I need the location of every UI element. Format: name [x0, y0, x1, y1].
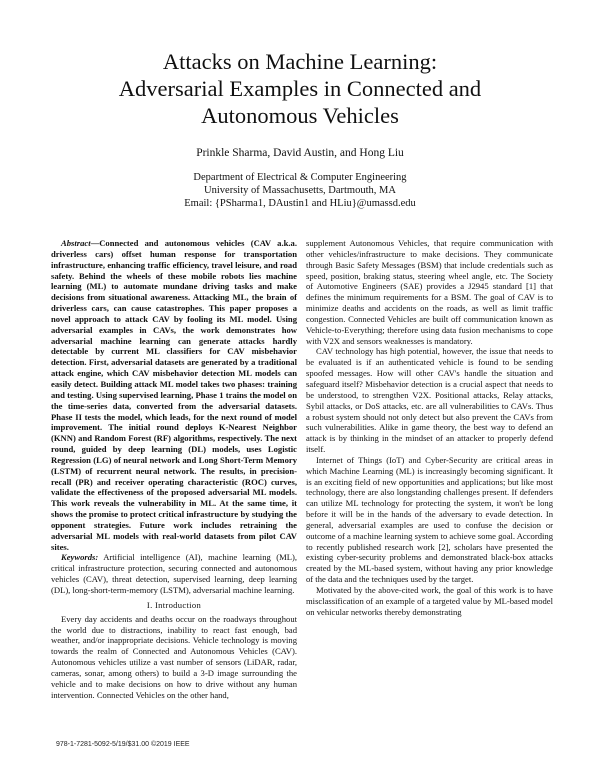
- department: Department of Electrical & Computer Engineering: [193, 172, 407, 183]
- university: University of Massachusetts, Dartmouth, MA: [204, 185, 396, 196]
- keywords-paragraph: [51, 552, 297, 595]
- intro-paragraph-1: Every day accidents and deaths occur on the roadways throughout the world due to distractions, inability to react fast enough, bad weather, and/or inappropriate decisions. Vehicle technology is moving towards the realm of Connected and Autonomous Vehicles (CAV). Autonomous vehicles utilize a vast number of sensors (LiDAR, radar, cameras, sonar, among others) to build a 3-D image surrounding the vehicle and to make decisions on how to drive without any human intervention. Connected Vehicles on the other hand,: [51, 613, 297, 700]
- abstract-paragraph: [51, 238, 297, 552]
- affiliation: [0, 171, 600, 210]
- title-line-2: Adversarial Examples in Connected and: [118, 76, 482, 101]
- right-column: [306, 238, 553, 618]
- left-column: [51, 238, 297, 700]
- abstract-text: —Connected and autonomous vehicles (CAV a.k.a. driverless cars) offset human response for transportation infrastructure, enhancing traffic efficiency, travel leisure, and road safety. Behind the wheels of these mobile robots lies machine learning (ML) to automate mundane driving tasks and make decisions from situational awareness. Attacking ML, the brain of driverless cars, can cause catastrophes. This paper proposes a novel approach to attack CAV by fooling its ML model. Using adversarial examples in CAVs, the work demonstrates how adversarial machine learning can generate attacks hardly detectable by current ML classifiers for CAV misbehavior detection. First, adversarial datasets are generated by a traditional attack engine, which CAV misbehavior detection ML models can easily detect. Building attack ML model takes two phases: training and testing. Using supervised learning, Phase 1 trains the model on the time-series data, converted from the adversarial datasets. Phase II tests the model, which leads, for the next round of model improvement. The initial round deploys K-Nearest Neighbor (KNN) and Random Forest (RF) algorithms, respectively. The next round, guided by deep learning (DL) models, uses Logistic Regression (LG) of neural network and Long Short-Term Memory (LSTM) of recurrent neural network. The results, in precision-recall (PR) and receiver operating characteristic (ROC) curves, validate the effectiveness of the proposed adversarial ML models. This work reveals the vulnerability in ML. At the same time, it shows the promise to protect critical infrastructure by studying the opponent strategies. Future work includes retraining the adversarial ML models with real-world datasets from pilot CAV sites.: [51, 238, 297, 552]
- keywords-label: Keywords:: [61, 552, 99, 563]
- body-paragraph-1: supplement Autonomous Vehicles, that require communication with other vehicles/infrastructure to make decisions. They communicate through Basic Safety Messages (BSM) that include credentials such as speed, position, braking status, steering wheel angle, etc. The Society of Automotive Engineers (SAE) provides a J2945 standard [1] that defines the minimum requirements for a BSM. The goal of CAV is to minimize deaths and accidents on the roads, as well as limit traffic congestion. Connected Vehicles are built off communication known as Vehicle-to-Everything; therefore using data fusion mechanisms to cope with V2X and sensors weaknesses is mandatory.: [306, 238, 553, 346]
- email-line: Email: {PSharma1, DAustin1 and HLiu}@umassd.edu: [184, 198, 416, 209]
- body-paragraph-2: CAV technology has high potential, however, the issue that needs to be evaluated is if an authenticated vehicle is found to be sending spoofed messages. How will other CAV's handle the situation and safeguard itself? Misbehavior detection is a crucial aspect that needs to be understood, to strengthen V2X. Positional attacks, Relay attacks, Sybil attacks, or DoS attacks, etc. are all vulnerabilities to CAVs. Thus a robust system should not only detect but also prevent the CAVs from such vulnerabilities. Alike in game theory, the best way to defend an attack is by thinking in the mindset of an attacker to properly defend itself.: [306, 346, 553, 455]
- title-line-1: Attacks on Machine Learning:: [162, 49, 438, 74]
- section-heading-introduction: I. Introduction: [146, 599, 202, 610]
- title-line-3: Autonomous Vehicles: [201, 103, 399, 128]
- body-paragraph-3: Internet of Things (IoT) and Cyber-Security are critical areas in which Machine Learning (ML) is increasingly becoming significant. It is an exciting field of new opportunities and applications; but like most technology, there are also longstanding challenges present. If defenders can utilize ML technology for protecting the system, it won't be long before it will be in the hands of the adversary to evade detection. In general, adversarial examples are used to confuse the decision or outcome of a machine learning system to achieve some goal. According to recently published research work [2], scholars have presented the existing cyber-security problems and demonstrated black-box attacks created by the ML-based system, without having any prior knowledge of the data and the techniques used by the target.: [306, 454, 553, 585]
- keywords-text: Artificial intelligence (AI), machine learning (ML), critical infrastructure protection, securing connected and autonomous vehicles (CAV), threat detection, supervised learning, deep learning (DL), long-short-term-memory (LSTM), adversarial machine learning.: [51, 552, 297, 595]
- paper-title: [0, 48, 600, 129]
- body-paragraph-4: Motivated by the above-cited work, the goal of this work is to have misclassification of an example of a targeted value by ML-based model on vehicular networks thereby demonstrating: [306, 585, 553, 617]
- abstract-label: Abstract: [61, 238, 91, 248]
- author-list: Prinkle Sharma, David Austin, and Hong Liu: [196, 147, 404, 159]
- copyright-footer: 978-1-7281-5092-5/19/$31.00 ©2019 IEEE: [56, 741, 190, 748]
